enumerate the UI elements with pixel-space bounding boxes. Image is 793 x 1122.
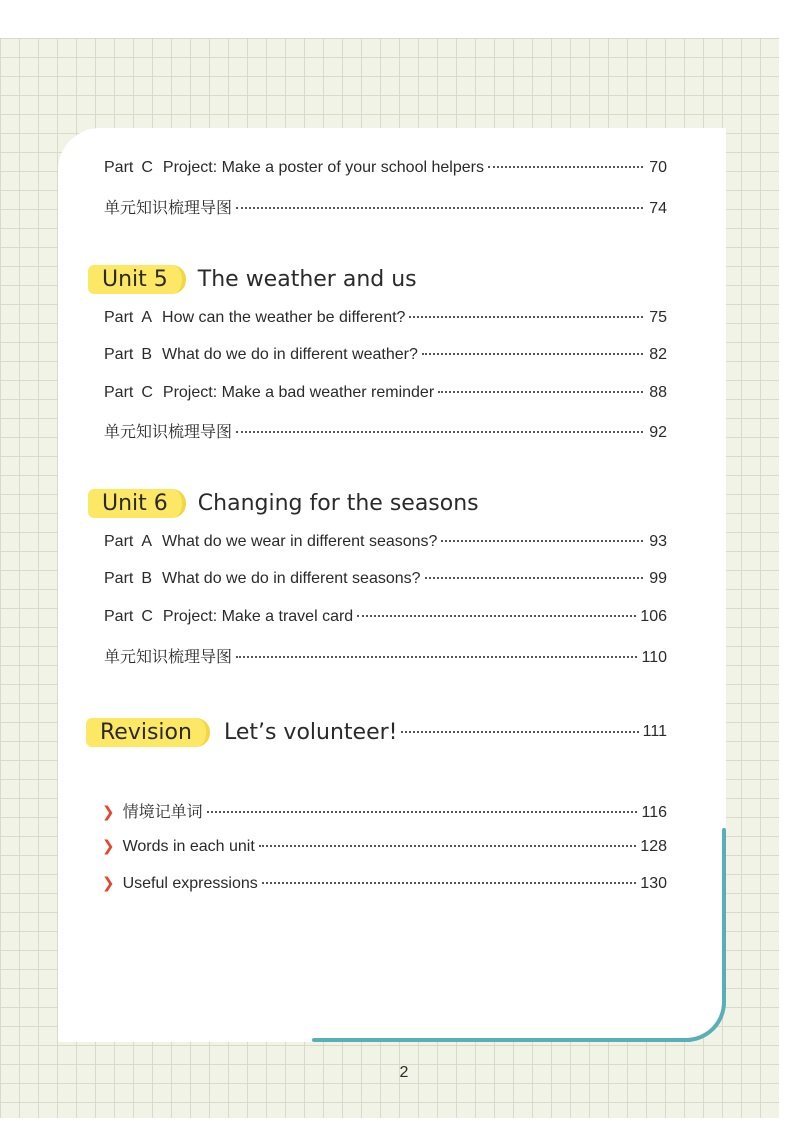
toc-entry[interactable] xyxy=(104,419,667,443)
dot-leader xyxy=(422,353,643,355)
page-number: 82 xyxy=(649,346,667,363)
appendix-entry[interactable] xyxy=(102,837,667,861)
entry-title: Project: Make a travel card xyxy=(162,608,354,625)
entry-title: What do we wear in different seasons? xyxy=(162,533,438,550)
appendix-entry[interactable] xyxy=(102,799,667,823)
page-number: 110 xyxy=(641,649,667,666)
revision-badge: Revision xyxy=(86,718,210,747)
part-label: Part xyxy=(104,533,134,550)
toc-entry[interactable] xyxy=(104,570,667,594)
page-number: 116 xyxy=(641,804,667,821)
page-number: 93 xyxy=(649,533,667,550)
dot-leader xyxy=(488,166,643,168)
part-label: Part xyxy=(104,159,134,176)
page-number: 130 xyxy=(640,875,667,892)
dot-leader xyxy=(207,811,638,813)
chevron-right-icon: ❯ xyxy=(102,874,115,892)
entry-title: 情境记单词 xyxy=(122,804,203,821)
unit-title: Changing for the seasons xyxy=(197,490,479,516)
page-number: 74 xyxy=(649,200,667,217)
entry-title: How can the weather be different? xyxy=(162,309,406,326)
toc-entry[interactable] xyxy=(104,644,667,668)
part-label: Part xyxy=(104,570,134,587)
dot-leader xyxy=(438,391,643,393)
decorative-border xyxy=(722,828,726,996)
part-letter: A xyxy=(141,309,153,326)
toc-entry[interactable] xyxy=(104,346,667,370)
decorative-border xyxy=(312,1038,692,1042)
part-label: Part xyxy=(104,608,134,625)
dot-leader xyxy=(236,656,637,658)
part-letter: C xyxy=(141,384,153,401)
entry-title: Useful expressions xyxy=(122,875,258,892)
entry-title: Project: Make a poster of your school helpers xyxy=(162,159,484,176)
entry-title: 单元知识梳理导图 xyxy=(104,649,233,666)
page-number: 111 xyxy=(642,723,667,740)
dot-leader xyxy=(236,207,643,209)
toc-entry[interactable] xyxy=(104,159,667,183)
dot-leader xyxy=(259,845,637,847)
part-letter: C xyxy=(141,159,153,176)
unit-title: The weather and us xyxy=(197,266,417,292)
entry-title: 单元知识梳理导图 xyxy=(104,424,233,441)
revision-title: Let’s volunteer! xyxy=(223,719,398,745)
toc-entry[interactable] xyxy=(104,384,667,408)
toc-entry[interactable] xyxy=(104,309,667,333)
page-footer-number: 2 xyxy=(399,1064,409,1081)
dot-leader xyxy=(401,731,638,733)
part-letter: C xyxy=(141,608,153,625)
entry-title: What do we do in different seasons? xyxy=(162,570,421,587)
toc-entry[interactable] xyxy=(104,195,667,219)
part-label: Part xyxy=(104,346,134,363)
part-letter: B xyxy=(141,570,153,587)
dot-leader xyxy=(262,882,637,884)
page-number: 99 xyxy=(649,570,667,587)
dot-leader xyxy=(236,431,643,433)
entry-title: Project: Make a bad weather reminder xyxy=(162,384,435,401)
unit-badge: Unit 6 xyxy=(88,489,186,518)
dot-leader xyxy=(425,577,643,579)
entry-title: Words in each unit xyxy=(122,838,255,855)
appendix-entry[interactable] xyxy=(102,874,667,898)
page-number: 75 xyxy=(649,309,667,326)
dot-leader xyxy=(441,540,643,542)
unit-badge: Unit 5 xyxy=(88,265,186,294)
toc-entry[interactable] xyxy=(104,533,667,557)
part-letter: B xyxy=(141,346,153,363)
chevron-right-icon: ❯ xyxy=(102,803,115,821)
part-label: Part xyxy=(104,384,134,401)
dot-leader xyxy=(357,615,636,617)
page-number: 106 xyxy=(640,608,667,625)
entry-title: What do we do in different weather? xyxy=(162,346,418,363)
unit-heading[interactable] xyxy=(88,483,479,523)
page-number: 128 xyxy=(640,838,667,855)
entry-title: 单元知识梳理导图 xyxy=(104,200,233,217)
part-label: Part xyxy=(104,309,134,326)
page-number: 92 xyxy=(649,424,667,441)
page-number: 70 xyxy=(649,159,667,176)
unit-heading[interactable] xyxy=(88,259,417,299)
toc-entry[interactable] xyxy=(104,608,667,632)
part-letter: A xyxy=(141,533,153,550)
page-number: 88 xyxy=(649,384,667,401)
dot-leader xyxy=(409,316,643,318)
chevron-right-icon: ❯ xyxy=(102,837,115,855)
revision-heading[interactable] xyxy=(86,712,667,752)
